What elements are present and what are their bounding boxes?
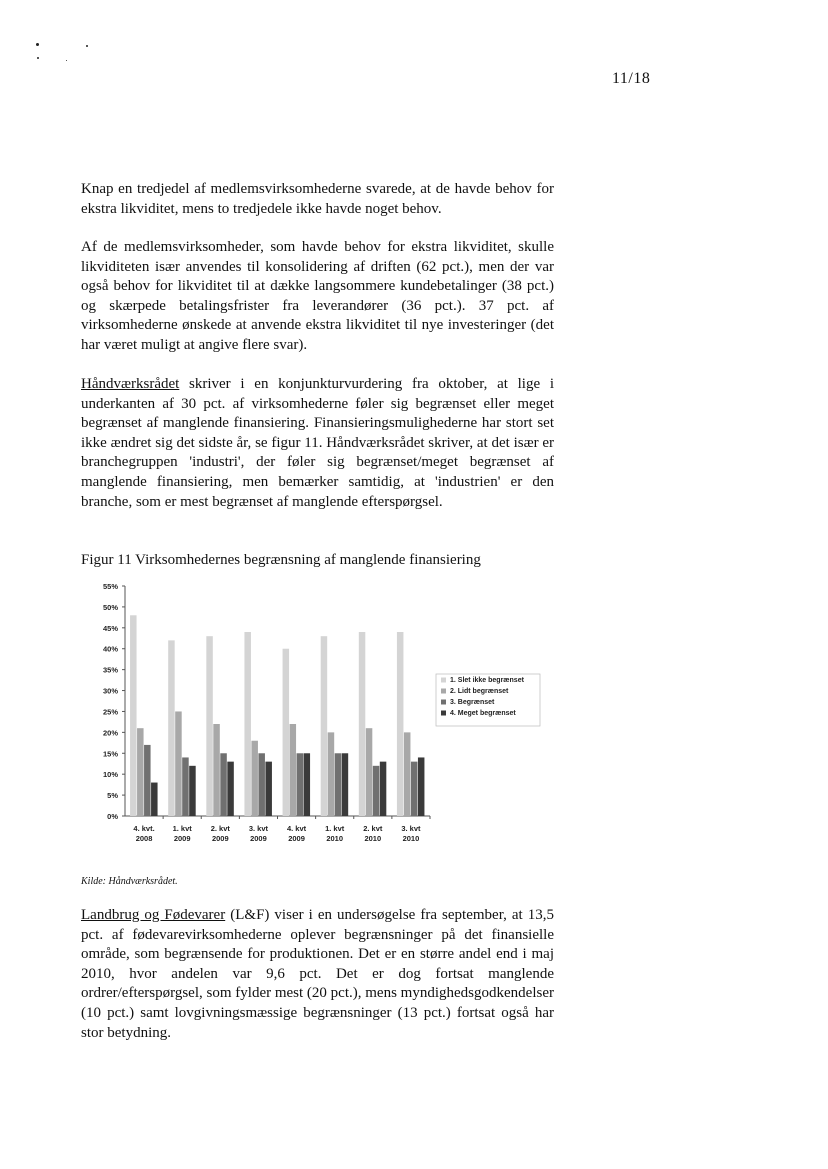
x-tick-label: 1. kvt xyxy=(172,824,192,833)
bar xyxy=(397,632,404,816)
y-tick-label: 25% xyxy=(102,707,118,717)
x-tick-label: 2. kvt xyxy=(363,824,383,833)
x-tick-label: 4. kvt. xyxy=(133,824,155,833)
bar xyxy=(189,766,196,816)
x-tick-label: 2009 xyxy=(288,834,305,843)
scan-speck xyxy=(37,57,39,59)
bar-chart xyxy=(80,576,550,856)
x-tick-label: 1. kvt xyxy=(325,824,345,833)
bar xyxy=(265,762,272,816)
bar xyxy=(328,732,335,816)
paragraph-likviditet-behov: Knap en tredjedel af medlemsvirksomhederne svarede, at de havde behov for ekstra likviditet, mens to tredjedele ikke havde noget behov. xyxy=(81,181,554,217)
bar xyxy=(168,640,175,816)
x-tick-label: 2. kvt xyxy=(210,824,230,833)
chart-source: Kilde: Håndværksrådet. xyxy=(81,876,178,887)
bar xyxy=(151,783,158,816)
bar xyxy=(182,757,189,816)
x-tick-label: 2009 xyxy=(211,834,229,843)
legend-label: 3. Begrænset xyxy=(450,699,495,706)
x-tick-label: 2008 xyxy=(135,834,153,843)
y-tick-label: 55% xyxy=(102,582,118,591)
bars xyxy=(130,615,424,816)
y-tick-label: 0% xyxy=(107,812,118,821)
x-tick-label: 2010 xyxy=(326,834,344,843)
y-tick-label: 40% xyxy=(102,644,118,654)
bar xyxy=(244,632,251,816)
bar xyxy=(418,757,425,816)
x-tick-label: 4. kvt xyxy=(286,824,307,833)
bar xyxy=(373,766,380,816)
legend xyxy=(436,674,540,726)
bar xyxy=(304,753,311,816)
y-tick-label: 45% xyxy=(102,623,118,633)
x-tick-label: 2009 xyxy=(250,834,267,843)
legend-swatch xyxy=(441,689,446,694)
paragraph-haandvaerksraadet xyxy=(81,375,554,512)
scan-speck xyxy=(66,60,67,61)
bar xyxy=(411,762,418,816)
legend-swatch xyxy=(441,678,446,683)
y-tick-label: 35% xyxy=(102,665,118,675)
bar xyxy=(342,753,349,816)
x-tick-label: 2010 xyxy=(402,834,420,843)
paragraph-body: skriver i en konjunkturvurdering fra oktober, at lige i underkanten af 30 pct. af virksomhederne føler sig begrænset eller meget begrænset af manglende finansiering. Finansieringsmulighederne har stort set ikke ændret sig det sidste år, se figur 11. Håndværksrådet skriver, at det især er branchegruppen 'industri', der føler sig begrænset/meget begrænset af manglende finansiering, men bemærker samtidig, at 'industrien' er den branche, som er mest begrænset af manglende efterspørgsel. xyxy=(81,376,554,510)
bar xyxy=(283,649,290,816)
bar xyxy=(335,753,342,816)
bar xyxy=(359,632,366,816)
legend-label: 1. Slet ikke begrænset xyxy=(450,677,524,684)
legend-swatch xyxy=(441,700,446,705)
bar xyxy=(206,636,213,816)
y-tick-label: 5% xyxy=(107,791,118,801)
bar xyxy=(213,724,220,816)
bar xyxy=(220,753,227,816)
x-tick-label: 2009 xyxy=(173,834,191,843)
bar xyxy=(258,753,265,816)
legend-label: 2. Lidt begrænset xyxy=(450,688,509,695)
x-tick-label: 3. kvt xyxy=(248,824,269,833)
bar xyxy=(404,732,411,816)
bar xyxy=(144,745,151,816)
bar xyxy=(297,753,304,816)
y-tick-label: 50% xyxy=(102,602,118,612)
bar xyxy=(321,636,328,816)
x-axis-labels xyxy=(133,816,430,843)
scan-speck xyxy=(86,45,88,47)
legend-swatch xyxy=(441,711,446,716)
paragraph-likviditet-anvendelse: Af de medlemsvirksomheder, som havde behov for ekstra likviditet, skulle likviditeten især anvendes til konsolidering af driften (62 pct.), men der var også behov for likviditet til at dække langsommere kundebetalinger (38 pct.) og skærpede betalingsfrister fra leverandører (36 pct.). 37 pct. af virksomhederne ønskede at anvende ekstra likviditet til nye investeringer (det har været muligt at angive flere svar). xyxy=(81,239,554,353)
x-tick-label: 2010 xyxy=(364,834,382,843)
bar xyxy=(366,728,373,816)
paragraph-landbrug xyxy=(81,906,554,1043)
y-tick-label: 30% xyxy=(102,686,118,696)
legend-label: 4. Meget begrænset xyxy=(450,710,516,717)
paragraph-body: (L&F) viser i en undersøgelse fra september, at 13,5 pct. af fødevarevirksomhederne oplever begrænsninger på det finansielle område, som begrænsende for produktionen. Det er en større andel end i maj 2010, hvor andelen var 9,6 pct. Det er dog fortsat manglende ordrer/efterspørgsel, som fylder mest (20 pct.), mens myndighedsgodkendelser (10 pct.) samt lovgivningsmæssige begrænsninger (13 pct.) fortsat også har stor betydning. xyxy=(81,907,554,1041)
bar xyxy=(251,741,258,816)
bar xyxy=(137,728,144,816)
x-tick-label: 3. kvt xyxy=(401,824,421,833)
figure-caption: Figur 11 Virksomhedernes begrænsning af manglende finansiering xyxy=(81,552,481,568)
page-number: 11/18 xyxy=(612,70,651,87)
bar xyxy=(227,762,234,816)
haandvaerksraadet-link[interactable]: Håndværksrådet xyxy=(81,376,180,392)
y-tick-label: 10% xyxy=(102,770,118,780)
y-tick-label: 15% xyxy=(102,749,118,759)
bar xyxy=(380,762,387,816)
y-tick-label: 20% xyxy=(102,728,118,738)
landbrug-link[interactable]: Landbrug og Fødevarer xyxy=(81,907,226,923)
scan-speck xyxy=(36,43,39,46)
bar xyxy=(175,711,182,816)
bar xyxy=(290,724,297,816)
bar xyxy=(130,615,137,816)
